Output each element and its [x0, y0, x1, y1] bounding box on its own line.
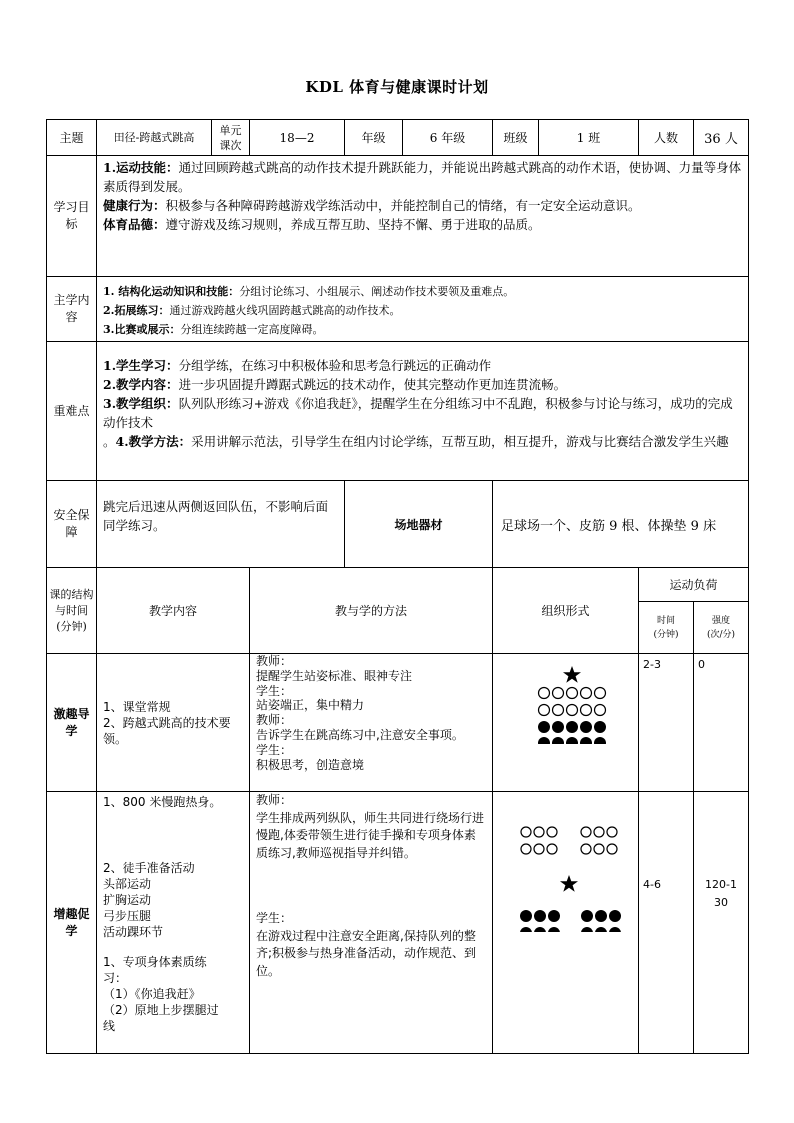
part2-content-b: 2、徒手准备活动 头部运动 扩胸运动 弓步压腿 活动踝环节: [103, 861, 195, 939]
student-row-filled-2: [538, 737, 606, 744]
unit-label: 单元课次: [212, 120, 250, 156]
keypoints-row: [47, 342, 749, 481]
keypoints-text: [97, 342, 749, 481]
grade-label: 年级: [345, 120, 403, 156]
objective-skill-text: 通过回顾跨越式跳高的动作技术提升跳跃能力，并能说出跨越式跳高的动作术语，使协调、力量等身体素质得到发展。: [103, 160, 742, 194]
keypoint-1-text: 分组学练，在练习中积极体验和思考急行跳远的正确动作: [178, 358, 492, 373]
objectives-text: [97, 156, 749, 277]
content-label: 主学内容: [47, 277, 97, 342]
part2-intensity: 120-1 30: [694, 792, 749, 1054]
safety-label: 安全保障: [47, 481, 97, 568]
col-content: 教学内容: [97, 568, 250, 654]
content-1-title: 1. 结构化运动知识和技能：: [103, 285, 240, 298]
keypoint-4-title: 4.教学方法：: [115, 434, 192, 449]
col-structure: 课的结构与时间(分钟): [47, 568, 97, 654]
part1-method: 教师： 提醒学生站姿标准、眼神专注 学生： 站姿端正，集中精力 教师： 告诉学生在跳高练习中,注意安全事项。 学生： 积极思考，创造意境: [250, 654, 493, 792]
col-intensity-label: 强度: [711, 615, 730, 626]
objective-health-text: 积极参与各种障碍跨越游戏学练活动中，并能控制自己的情绪，有一定安全运动意识。: [165, 198, 641, 213]
topic-label: 主题: [47, 120, 97, 156]
part2-method: [250, 792, 493, 1054]
keypoint-2-text: 进一步巩固提升蹲踞式跳远的技术动作，使其完整动作更加连贯流畅。: [178, 377, 567, 392]
part1-row: [47, 654, 749, 792]
student-group-filled-right: [581, 910, 621, 932]
content-2-title: 2.拓展练习：: [103, 304, 170, 317]
formation-diagram-1: [497, 654, 647, 744]
grade-value: 6 年级: [403, 120, 493, 156]
formation-diagram-2: [497, 792, 647, 932]
part2-method-a: 教师： 学生排成两列纵队，师生共同进行绕场行进慢跑,体委带领生进行徒手操和专项身体素质练习,教师巡视指导并纠错。: [256, 793, 485, 860]
page-title: KDL 体育与健康课时计划: [305, 78, 489, 96]
topic-value: 田径-跨越式跳高: [97, 120, 212, 156]
content-3-title: 3.比赛或展示：: [103, 323, 181, 336]
student-group-open-left: [521, 827, 557, 854]
col-load: 运动负荷: [639, 568, 749, 602]
part1-content: 1、课堂常规 2、跨越式跳高的技术要领。: [97, 654, 250, 792]
col-time-label: 时间: [656, 615, 675, 626]
venue-text: 足球场一个、皮筋 9 根、体操垫 9 床: [493, 481, 749, 568]
col-method: 教与学的方法: [250, 568, 493, 654]
part2-content-c: 1、专项身体素质练 习： （1）《你追我赶》 （2）原地上步摆腿过 线: [103, 955, 219, 1033]
keypoint-4-prefix: 。: [103, 434, 116, 449]
column-header-row-1: [47, 568, 749, 602]
part1-formation: [493, 654, 639, 792]
content-2-text: 通过游戏跨越火线巩固跨越式跳高的动作技术。: [169, 304, 401, 317]
unit-value: 18—2: [250, 120, 345, 156]
col-org: 组织形式: [493, 568, 639, 654]
count-value: 36 人: [694, 120, 749, 156]
content-text: [97, 277, 749, 342]
col-intensity: [694, 602, 749, 654]
safety-row: [47, 481, 749, 568]
objective-skill-title: 1.运动技能：: [103, 160, 179, 175]
part1-label: 激趣导学: [47, 654, 97, 792]
col-time-unit: (分钟): [653, 629, 679, 640]
part2-content-a: 1、800 米慢跑热身。: [103, 795, 222, 809]
part2-formation: [493, 792, 639, 1054]
class-label: 班级: [493, 120, 539, 156]
objective-morals-text: 遵守游戏及练习规则，养成互帮互助、坚持不懈、勇于进取的品质。: [165, 217, 541, 232]
part1-intensity: 0: [694, 654, 749, 792]
content-1-text: 分组讨论练习、小组展示、阐述动作技术要领及重难点。: [239, 285, 515, 298]
col-time: [639, 602, 694, 654]
part2-row: [47, 792, 749, 1054]
lesson-plan-table: [46, 119, 749, 1054]
keypoint-3-title: 3.教学组织：: [103, 396, 179, 411]
content-3-text: 分组连续跨越一定高度障碍。: [180, 323, 324, 336]
objective-morals-title: 体育品德：: [103, 217, 166, 232]
student-row-open-1: [539, 688, 606, 699]
part2-label: 增趣促学: [47, 792, 97, 1054]
keypoint-2-title: 2.教学内容：: [103, 377, 179, 392]
part1-time: 2-3: [639, 654, 694, 792]
keypoint-4-text: 采用讲解示范法，引导学生在组内讨论学练，互帮互助，相互提升，游戏与比赛结合激发学生兴趣: [191, 434, 729, 449]
objective-health-title: 健康行为：: [103, 198, 166, 213]
keypoint-3-text: 队列队形练习+游戏《你追我赶》，提醒学生在分组练习中不乱跑，积极参与讨论与练习，成功的完成动作技术: [103, 396, 733, 430]
student-group-open-right: [581, 827, 617, 854]
student-row-open-2: [539, 705, 606, 716]
header-row: [47, 120, 749, 156]
safety-text: 跳完后迅速从两侧返回队伍，不影响后面同学练习。: [97, 481, 345, 568]
teacher-star-icon: [560, 875, 578, 892]
teacher-star-icon: [563, 666, 581, 683]
col-intensity-unit: (次/分): [706, 629, 736, 640]
venue-label: 场地器材: [345, 481, 493, 568]
objectives-label: 学习目标: [47, 156, 97, 277]
class-value: 1 班: [539, 120, 639, 156]
content-row: [47, 277, 749, 342]
count-label: 人数: [639, 120, 694, 156]
part2-content: [97, 792, 250, 1054]
student-group-filled-left: [520, 910, 560, 932]
keypoints-label: 重难点: [47, 342, 97, 481]
part2-time: 4-6: [639, 792, 694, 1054]
keypoint-1-title: 1.学生学习：: [103, 358, 179, 373]
student-row-filled-1: [538, 721, 606, 733]
objectives-row: [47, 156, 749, 277]
part2-method-b: 学生： 在游戏过程中注意安全距离,保持队列的整齐;积极参与热身准备活动，动作规范、到位。: [256, 911, 477, 978]
